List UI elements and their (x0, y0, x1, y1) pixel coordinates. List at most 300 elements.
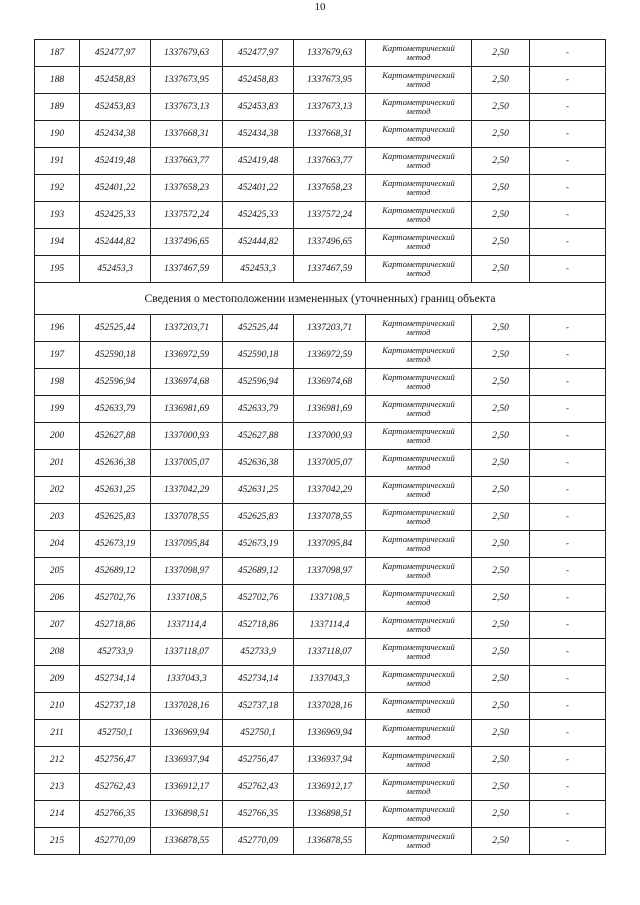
accuracy-cell: 2,50 (472, 40, 530, 67)
refined-y-cell: 1336972,59 (294, 342, 366, 369)
description-cell: - (530, 423, 606, 450)
existing-x-cell: 452636,38 (80, 450, 151, 477)
method-cell (366, 396, 472, 423)
table-row (35, 747, 606, 774)
refined-x-cell: 452627,88 (223, 423, 294, 450)
accuracy-cell: 2,50 (472, 774, 530, 801)
refined-y-cell: 1336969,94 (294, 720, 366, 747)
method-line: метод (406, 268, 431, 278)
refined-x-cell: 452631,25 (223, 477, 294, 504)
description-cell: - (530, 175, 606, 202)
existing-x-cell: 452401,22 (80, 175, 151, 202)
refined-x-cell: 452525,44 (223, 315, 294, 342)
method-line: метод (406, 381, 431, 391)
method-line: Картометрический (382, 259, 455, 269)
refined-x-cell: 452590,18 (223, 342, 294, 369)
refined-y-cell: 1337203,71 (294, 315, 366, 342)
method-cell (366, 202, 472, 229)
description-cell: - (530, 450, 606, 477)
accuracy-cell: 2,50 (472, 121, 530, 148)
method-cell (366, 558, 472, 585)
refined-x-cell: 452434,38 (223, 121, 294, 148)
refined-x-cell: 452702,76 (223, 585, 294, 612)
existing-y-cell: 1336898,51 (151, 801, 223, 828)
point-number-cell: 193 (35, 202, 80, 229)
table-row (35, 450, 606, 477)
description-cell: - (530, 148, 606, 175)
method-line: Картометрический (382, 669, 455, 679)
existing-x-cell: 452689,12 (80, 558, 151, 585)
accuracy-cell: 2,50 (472, 396, 530, 423)
existing-x-cell: 452453,83 (80, 94, 151, 121)
refined-y-cell: 1337496,65 (294, 229, 366, 256)
point-number-cell: 199 (35, 396, 80, 423)
point-number-cell: 215 (35, 828, 80, 855)
table-row (35, 229, 606, 256)
method-line: Картометрический (382, 426, 455, 436)
method-line: Картометрический (382, 43, 455, 53)
point-number-cell: 210 (35, 693, 80, 720)
table-row (35, 774, 606, 801)
point-number-cell: 211 (35, 720, 80, 747)
existing-x-cell: 452631,25 (80, 477, 151, 504)
point-number-cell: 197 (35, 342, 80, 369)
method-line: метод (406, 705, 431, 715)
existing-y-cell: 1337673,95 (151, 67, 223, 94)
method-cell (366, 256, 472, 283)
existing-y-cell: 1337043,3 (151, 666, 223, 693)
point-number-cell: 188 (35, 67, 80, 94)
refined-x-cell: 452425,33 (223, 202, 294, 229)
description-cell: - (530, 531, 606, 558)
refined-y-cell: 1337000,93 (294, 423, 366, 450)
table-row (35, 315, 606, 342)
page-number: 10 (314, 1, 326, 13)
method-line: метод (406, 840, 431, 850)
existing-y-cell: 1337467,59 (151, 256, 223, 283)
point-number-cell: 212 (35, 747, 80, 774)
existing-y-cell: 1337042,29 (151, 477, 223, 504)
method-line: метод (406, 543, 431, 553)
method-line: метод (406, 435, 431, 445)
refined-y-cell: 1337095,84 (294, 531, 366, 558)
existing-y-cell: 1337679,63 (151, 40, 223, 67)
table-row (35, 585, 606, 612)
refined-x-cell: 452737,18 (223, 693, 294, 720)
refined-x-cell: 452444,82 (223, 229, 294, 256)
existing-y-cell: 1336937,94 (151, 747, 223, 774)
existing-x-cell: 452627,88 (80, 423, 151, 450)
description-cell: - (530, 693, 606, 720)
refined-x-cell: 452734,14 (223, 666, 294, 693)
table-row (35, 202, 606, 229)
method-cell (366, 666, 472, 693)
accuracy-cell: 2,50 (472, 585, 530, 612)
existing-x-cell: 452419,48 (80, 148, 151, 175)
existing-x-cell: 452444,82 (80, 229, 151, 256)
method-line: Картометрический (382, 588, 455, 598)
existing-y-cell: 1336974,68 (151, 369, 223, 396)
refined-y-cell: 1337673,95 (294, 67, 366, 94)
refined-x-cell: 452673,19 (223, 531, 294, 558)
method-cell (366, 774, 472, 801)
method-line: Картометрический (382, 124, 455, 134)
method-cell (366, 229, 472, 256)
method-line: метод (406, 570, 431, 580)
table-row (35, 720, 606, 747)
section-header-group (35, 283, 606, 315)
description-cell: - (530, 477, 606, 504)
method-line: Картометрический (382, 399, 455, 409)
accuracy-cell: 2,50 (472, 229, 530, 256)
existing-x-cell: 452425,33 (80, 202, 151, 229)
point-number-cell: 202 (35, 477, 80, 504)
method-cell (366, 612, 472, 639)
point-number-cell: 191 (35, 148, 80, 175)
accuracy-cell: 2,50 (472, 747, 530, 774)
method-line: метод (406, 516, 431, 526)
existing-x-cell: 452756,47 (80, 747, 151, 774)
method-cell (366, 720, 472, 747)
method-line: метод (406, 214, 431, 224)
method-cell (366, 639, 472, 666)
existing-x-cell: 452734,14 (80, 666, 151, 693)
refined-x-cell: 452453,3 (223, 256, 294, 283)
method-cell (366, 148, 472, 175)
existing-y-cell: 1337572,24 (151, 202, 223, 229)
method-line: Картометрический (382, 97, 455, 107)
existing-x-cell: 452762,43 (80, 774, 151, 801)
table-row (35, 40, 606, 67)
description-cell: - (530, 229, 606, 256)
accuracy-cell: 2,50 (472, 342, 530, 369)
point-number-cell: 196 (35, 315, 80, 342)
refined-y-cell: 1336981,69 (294, 396, 366, 423)
refined-y-cell: 1336898,51 (294, 801, 366, 828)
description-cell: - (530, 612, 606, 639)
method-line: метод (406, 597, 431, 607)
refined-x-cell: 452477,97 (223, 40, 294, 67)
refined-x-cell: 452762,43 (223, 774, 294, 801)
point-number-cell: 204 (35, 531, 80, 558)
point-number-cell: 205 (35, 558, 80, 585)
accuracy-cell: 2,50 (472, 148, 530, 175)
point-number-cell: 213 (35, 774, 80, 801)
point-number-cell: 195 (35, 256, 80, 283)
refined-y-cell: 1337114,4 (294, 612, 366, 639)
accuracy-cell: 2,50 (472, 558, 530, 585)
table-body-before (35, 40, 606, 283)
method-line: Картометрический (382, 534, 455, 544)
existing-x-cell: 452633,79 (80, 396, 151, 423)
method-line: Картометрический (382, 453, 455, 463)
method-cell (366, 450, 472, 477)
accuracy-cell: 2,50 (472, 666, 530, 693)
description-cell: - (530, 774, 606, 801)
table-row (35, 693, 606, 720)
method-line: метод (406, 624, 431, 634)
accuracy-cell: 2,50 (472, 504, 530, 531)
refined-y-cell: 1337663,77 (294, 148, 366, 175)
table-row (35, 666, 606, 693)
description-cell: - (530, 342, 606, 369)
description-cell: - (530, 747, 606, 774)
method-line: Картометрический (382, 178, 455, 188)
existing-y-cell: 1337005,07 (151, 450, 223, 477)
refined-x-cell: 452756,47 (223, 747, 294, 774)
refined-y-cell: 1337108,5 (294, 585, 366, 612)
description-cell: - (530, 256, 606, 283)
method-line: Картометрический (382, 615, 455, 625)
method-line: метод (406, 354, 431, 364)
method-line: Картометрический (382, 804, 455, 814)
existing-x-cell: 452590,18 (80, 342, 151, 369)
refined-y-cell: 1337679,63 (294, 40, 366, 67)
refined-x-cell: 452401,22 (223, 175, 294, 202)
description-cell: - (530, 639, 606, 666)
table-row (35, 639, 606, 666)
point-number-cell: 203 (35, 504, 80, 531)
table-row (35, 504, 606, 531)
point-number-cell: 190 (35, 121, 80, 148)
method-line: метод (406, 160, 431, 170)
accuracy-cell: 2,50 (472, 693, 530, 720)
method-line: Картометрический (382, 345, 455, 355)
refined-x-cell: 452636,38 (223, 450, 294, 477)
existing-x-cell: 452702,76 (80, 585, 151, 612)
table-row (35, 801, 606, 828)
existing-y-cell: 1337658,23 (151, 175, 223, 202)
refined-x-cell: 452718,86 (223, 612, 294, 639)
point-number-cell: 194 (35, 229, 80, 256)
method-line: Картометрический (382, 232, 455, 242)
existing-y-cell: 1337673,13 (151, 94, 223, 121)
method-line: метод (406, 813, 431, 823)
method-cell (366, 40, 472, 67)
refined-x-cell: 452419,48 (223, 148, 294, 175)
refined-y-cell: 1337658,23 (294, 175, 366, 202)
point-number-cell: 206 (35, 585, 80, 612)
refined-x-cell: 452689,12 (223, 558, 294, 585)
description-cell: - (530, 558, 606, 585)
table-row (35, 148, 606, 175)
existing-x-cell: 452673,19 (80, 531, 151, 558)
method-line: Картометрический (382, 318, 455, 328)
refined-y-cell: 1337028,16 (294, 693, 366, 720)
table-row (35, 94, 606, 121)
point-number-cell: 189 (35, 94, 80, 121)
point-number-cell: 198 (35, 369, 80, 396)
table-row (35, 342, 606, 369)
method-line: метод (406, 732, 431, 742)
refined-x-cell: 452770,09 (223, 828, 294, 855)
existing-x-cell: 452766,35 (80, 801, 151, 828)
existing-y-cell: 1337663,77 (151, 148, 223, 175)
method-line: Картометрический (382, 831, 455, 841)
table-row (35, 612, 606, 639)
refined-y-cell: 1337668,31 (294, 121, 366, 148)
method-line: Картометрический (382, 507, 455, 517)
existing-x-cell: 452625,83 (80, 504, 151, 531)
accuracy-cell: 2,50 (472, 450, 530, 477)
existing-x-cell: 452733,9 (80, 639, 151, 666)
table-row (35, 558, 606, 585)
method-line: метод (406, 408, 431, 418)
refined-x-cell: 452766,35 (223, 801, 294, 828)
method-line: Картометрический (382, 151, 455, 161)
method-line: метод (406, 133, 431, 143)
accuracy-cell: 2,50 (472, 202, 530, 229)
method-line: метод (406, 786, 431, 796)
accuracy-cell: 2,50 (472, 477, 530, 504)
method-line: метод (406, 759, 431, 769)
description-cell: - (530, 666, 606, 693)
refined-y-cell: 1336974,68 (294, 369, 366, 396)
description-cell: - (530, 202, 606, 229)
refined-y-cell: 1336878,55 (294, 828, 366, 855)
existing-y-cell: 1336878,55 (151, 828, 223, 855)
method-line: Картометрический (382, 723, 455, 733)
method-line: Картометрический (382, 777, 455, 787)
point-number-cell: 192 (35, 175, 80, 202)
method-cell (366, 67, 472, 94)
method-cell (366, 585, 472, 612)
table-row (35, 175, 606, 202)
description-cell: - (530, 801, 606, 828)
refined-x-cell: 452733,9 (223, 639, 294, 666)
existing-y-cell: 1336972,59 (151, 342, 223, 369)
method-cell (366, 801, 472, 828)
method-line: Картометрический (382, 750, 455, 760)
existing-x-cell: 452737,18 (80, 693, 151, 720)
existing-x-cell: 452434,38 (80, 121, 151, 148)
existing-y-cell: 1337668,31 (151, 121, 223, 148)
point-number-cell: 201 (35, 450, 80, 477)
refined-y-cell: 1337078,55 (294, 504, 366, 531)
description-cell: - (530, 504, 606, 531)
method-cell (366, 423, 472, 450)
table-row (35, 67, 606, 94)
section-header-row (35, 283, 606, 315)
method-cell (366, 315, 472, 342)
point-number-cell: 214 (35, 801, 80, 828)
method-cell (366, 747, 472, 774)
refined-y-cell: 1337098,97 (294, 558, 366, 585)
point-number-cell: 208 (35, 639, 80, 666)
method-line: метод (406, 241, 431, 251)
point-number-cell: 200 (35, 423, 80, 450)
table-row (35, 121, 606, 148)
table-row (35, 531, 606, 558)
method-line: метод (406, 651, 431, 661)
method-line: Картометрический (382, 642, 455, 652)
method-cell (366, 693, 472, 720)
table-row (35, 369, 606, 396)
description-cell: - (530, 121, 606, 148)
table-row (35, 256, 606, 283)
method-cell (366, 531, 472, 558)
method-line: метод (406, 187, 431, 197)
method-line: Картометрический (382, 480, 455, 490)
method-cell (366, 504, 472, 531)
description-cell: - (530, 369, 606, 396)
description-cell: - (530, 315, 606, 342)
existing-y-cell: 1337118,07 (151, 639, 223, 666)
existing-x-cell: 452718,86 (80, 612, 151, 639)
method-line: Картометрический (382, 561, 455, 571)
refined-x-cell: 452453,83 (223, 94, 294, 121)
method-line: Картометрический (382, 372, 455, 382)
point-number-cell: 207 (35, 612, 80, 639)
existing-y-cell: 1337496,65 (151, 229, 223, 256)
point-number-cell: 209 (35, 666, 80, 693)
description-cell: - (530, 94, 606, 121)
existing-y-cell: 1337028,16 (151, 693, 223, 720)
existing-y-cell: 1337108,5 (151, 585, 223, 612)
refined-x-cell: 452750,1 (223, 720, 294, 747)
accuracy-cell: 2,50 (472, 612, 530, 639)
refined-y-cell: 1337043,3 (294, 666, 366, 693)
description-cell: - (530, 828, 606, 855)
refined-y-cell: 1337673,13 (294, 94, 366, 121)
table-row (35, 828, 606, 855)
accuracy-cell: 2,50 (472, 801, 530, 828)
method-line: метод (406, 79, 431, 89)
description-cell: - (530, 396, 606, 423)
refined-x-cell: 452458,83 (223, 67, 294, 94)
method-cell (366, 828, 472, 855)
table-row (35, 396, 606, 423)
table-row (35, 423, 606, 450)
existing-y-cell: 1337114,4 (151, 612, 223, 639)
method-line: Картометрический (382, 205, 455, 215)
existing-x-cell: 452770,09 (80, 828, 151, 855)
refined-x-cell: 452625,83 (223, 504, 294, 531)
refined-x-cell: 452596,94 (223, 369, 294, 396)
refined-x-cell: 452633,79 (223, 396, 294, 423)
description-cell: - (530, 67, 606, 94)
existing-x-cell: 452596,94 (80, 369, 151, 396)
existing-y-cell: 1336912,17 (151, 774, 223, 801)
accuracy-cell: 2,50 (472, 369, 530, 396)
refined-y-cell: 1336937,94 (294, 747, 366, 774)
refined-y-cell: 1337118,07 (294, 639, 366, 666)
table-row (35, 477, 606, 504)
existing-y-cell: 1337098,97 (151, 558, 223, 585)
description-cell: - (530, 585, 606, 612)
refined-y-cell: 1337467,59 (294, 256, 366, 283)
description-cell: - (530, 720, 606, 747)
refined-y-cell: 1337005,07 (294, 450, 366, 477)
existing-y-cell: 1337078,55 (151, 504, 223, 531)
method-cell (366, 175, 472, 202)
point-number-cell: 187 (35, 40, 80, 67)
method-line: метод (406, 489, 431, 499)
method-line: метод (406, 462, 431, 472)
section-title: Сведения о местоположении измененных (уточненных) границ объекта (35, 283, 606, 315)
table-body-after (35, 315, 606, 855)
existing-x-cell: 452453,3 (80, 256, 151, 283)
method-line: Картометрический (382, 696, 455, 706)
accuracy-cell: 2,50 (472, 315, 530, 342)
existing-x-cell: 452477,97 (80, 40, 151, 67)
existing-y-cell: 1337095,84 (151, 531, 223, 558)
method-line: метод (406, 678, 431, 688)
accuracy-cell: 2,50 (472, 94, 530, 121)
method-line: Картометрический (382, 70, 455, 80)
accuracy-cell: 2,50 (472, 531, 530, 558)
existing-y-cell: 1337203,71 (151, 315, 223, 342)
